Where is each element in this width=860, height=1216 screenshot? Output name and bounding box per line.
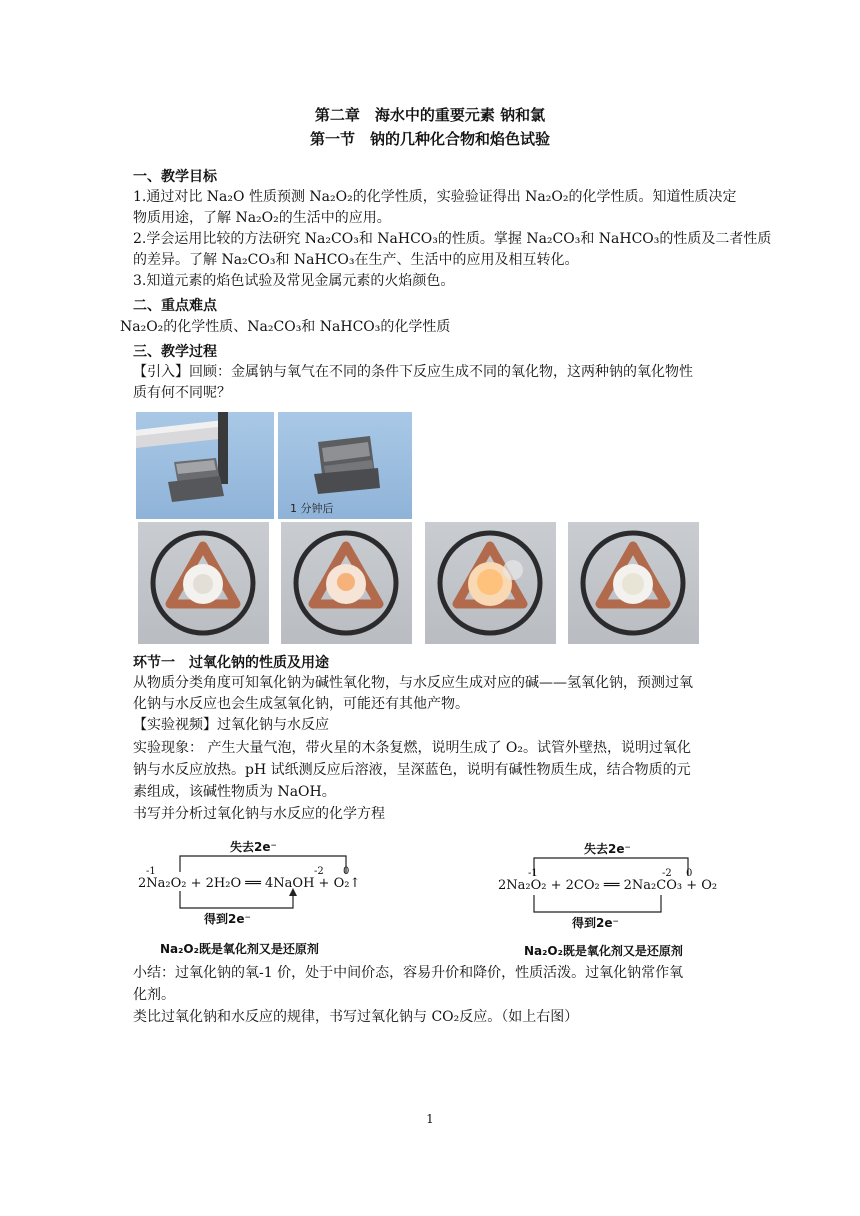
- keypoints-text: Na₂O₂的化学性质、Na₂CO₃和 NaHCO₃的化学性质: [120, 319, 451, 335]
- goal-1-line-a: 1.通过对比 Na₂O 性质预测 Na₂O₂的化学性质，实验验证得出 Na₂O₂的化学性质。知道性质决定: [133, 189, 737, 205]
- lose-electrons-label: 失去2e⁻: [230, 840, 277, 854]
- ox-state-minus2: -2: [314, 866, 324, 877]
- ox-state-zero-2: 0: [686, 868, 693, 879]
- photo-caption: 1 分钟后: [290, 502, 334, 515]
- process-heading: 三、教学过程: [133, 344, 217, 360]
- lose-electrons-label-2: 失去2e⁻: [584, 842, 631, 856]
- summary-line-b: 化剂。: [133, 987, 175, 1003]
- intro-line-b: 质有何不同呢？: [133, 385, 231, 401]
- equation-co2: 2Na₂O₂ + 2CO₂ ══ 2Na₂CO₃ + O₂: [498, 878, 718, 893]
- observation-line-b: 钠与水反应放热。pH 试纸测反应后溶液，呈深蓝色，说明有碱性物质生成，结合物质的元: [133, 762, 691, 778]
- burning-photo-1: [138, 522, 269, 644]
- chapter-title: 第二章 海水中的重要元素 钠和氯: [314, 106, 546, 124]
- keypoints-heading: 二、重点难点: [133, 298, 217, 314]
- equation-h2o-diagram: [138, 836, 361, 956]
- gain-electrons-label-2: 得到2e⁻: [572, 916, 619, 930]
- ox-state-minus1-2: -1: [528, 868, 538, 879]
- burning-photo-3: [425, 522, 556, 644]
- gain-electrons-label: 得到2e⁻: [204, 912, 251, 926]
- equation-h2o-caption: Na₂O₂既是氧化剂又是还原剂: [160, 942, 319, 956]
- goal-1-line-b: 物质用途，了解 Na₂O₂的生活中的应用。: [133, 210, 391, 226]
- equation-co2-caption: Na₂O₂既是氧化剂又是还原剂: [524, 944, 683, 958]
- part1-p1-line-b: 化钠与水反应也会生成氢氧化钠，可能还有其他产物。: [133, 696, 469, 712]
- intro-line-a: 【引入】回顾：金属钠与氧气在不同的条件下反应生成不同的氧化物，这两种钠的氧化物性: [133, 364, 693, 380]
- part1-p1-line-a: 从物质分类角度可知氧化钠为碱性氧化物，与水反应生成对应的碱——氢氧化钠，预测过氧: [133, 675, 693, 691]
- summary-line-a: 小结：过氧化钠的氧-1 价，处于中间价态，容易升价和降价，性质活泼。过氧化钠常作氧: [133, 965, 684, 981]
- burning-photo-2: [281, 522, 412, 644]
- ox-state-zero: 0: [343, 866, 350, 877]
- goal-3: 3.知道元素的焰色试验及常见金属元素的火焰颜色。: [133, 273, 455, 289]
- write-equation-prompt: 书写并分析过氧化钠与水反应的化学方程: [133, 806, 385, 822]
- equation-h2o: 2Na₂O₂ + 2H₂O ══ 4NaOH + O₂↑: [138, 876, 361, 891]
- goal-2-line-b: 的差异。了解 Na₂CO₃和 NaHCO₃在生产、生活中的应用及相互转化。: [133, 252, 579, 268]
- observation-line-c: 素组成，该碱性物质为 NaOH。: [133, 784, 336, 800]
- goal-2-line-a: 2.学会运用比较的方法研究 Na₂CO₃和 NaHCO₃的性质。掌握 Na₂CO₃和 NaHCO₃的性质及二者性质: [133, 231, 772, 247]
- sodium-oxidized-photo: [278, 412, 412, 519]
- goals-heading: 一、教学目标: [133, 169, 217, 185]
- video-label: 【实验视频】过氧化钠与水反应: [133, 717, 329, 733]
- ox-state-minus2-2: -2: [662, 868, 672, 879]
- ox-state-minus1: -1: [146, 866, 156, 877]
- summary-line-c: 类比过氧化钠和水反应的规律，书写过氧化钠与 CO₂反应。（如上右图）: [133, 1009, 579, 1025]
- section-title: 第一节 钠的几种化合物和焰色试验: [309, 130, 550, 148]
- part1-heading: 环节一 过氧化钠的性质及用途: [133, 655, 329, 671]
- page-number: 1: [426, 1112, 434, 1126]
- burning-photo-4: [568, 522, 699, 644]
- observation-line-a: 实验现象： 产生大量气泡，带火星的木条复燃，说明生成了 O₂。试管外壁热，说明过氧化: [133, 740, 691, 756]
- equation-co2-diagram: [496, 840, 716, 960]
- sodium-cut-photo: [136, 412, 274, 519]
